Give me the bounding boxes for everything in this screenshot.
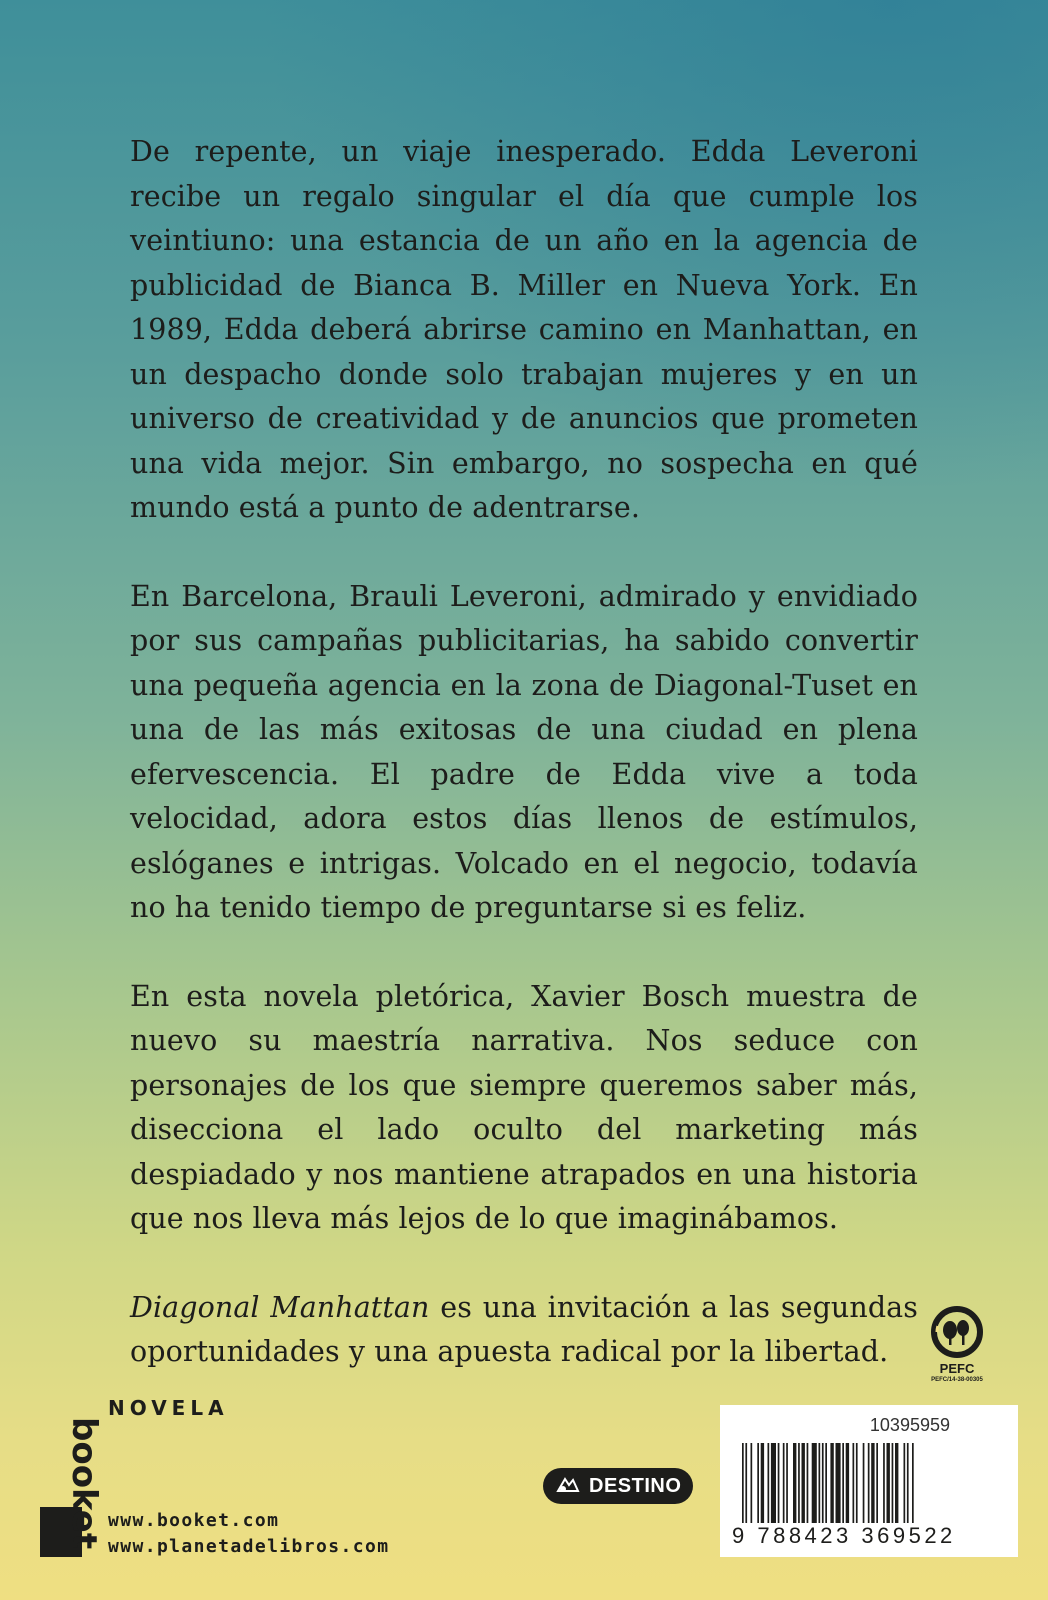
barcode-bar (819, 1443, 821, 1523)
barcode-bar (904, 1443, 906, 1523)
book-title-italic: Diagonal Manhattan (130, 1290, 430, 1324)
barcode-bar (793, 1443, 796, 1523)
isbn-barcode (742, 1443, 1000, 1525)
barcode-ref-number: 10395959 (869, 1415, 950, 1435)
booket-logo-text: booket (64, 1417, 104, 1550)
barcode-bar (895, 1443, 898, 1523)
barcode-bar (907, 1443, 909, 1523)
blurb-paragraph-4 (130, 1286, 918, 1375)
destino-label: DESTINO (589, 1474, 682, 1497)
destino-emblem-icon (555, 1475, 581, 1497)
isbn-digits: 9 788423 369522 (732, 1523, 956, 1548)
barcode-bar (742, 1443, 744, 1523)
back-cover-blurb (130, 130, 918, 1419)
blurb-paragraph-1: De repente, un viaje inesperado. Edda Leveroni recibe un regalo singular el día que cumple los veintiuno: una estancia de un año en la agencia de publicidad de Bianca B. Miller en Nueva York. En 1989, Edda deberá abrirse camino en Manhattan, en un despacho donde solo trabajan mujeres y en un universo de creatividad y de anuncios que prometen una vida mejor. Sin embargo, no sospecha en qué mundo está a punto de adentrarse. (130, 135, 918, 524)
pefc-trees-icon (931, 1306, 983, 1358)
barcode-bar (883, 1443, 885, 1523)
barcode-bar (751, 1443, 753, 1523)
barcode-bar (830, 1443, 833, 1523)
barcode-bar (745, 1443, 747, 1523)
barcode-panel (720, 1405, 1018, 1557)
barcode-bar (892, 1443, 894, 1523)
barcode-bar (853, 1443, 855, 1523)
barcode-bar (863, 1443, 865, 1523)
destino-logo (543, 1468, 693, 1504)
url-planetadelibros[interactable]: www.planetadelibros.com (108, 1536, 390, 1557)
barcode-bar (786, 1443, 788, 1523)
blurb-paragraph-3: En esta novela pletórica, Xavier Bosch muestra de nuevo su maestría narrativa. Nos seduce con personajes de los que siempre queremos saber más, disecciona el lado oculto del marketing más despiadado y nos mantiene atrapados en una historia que nos lleva más lejos de lo que imaginábamos. (130, 979, 918, 1235)
barcode-bar (842, 1443, 844, 1523)
barcode-bar (846, 1443, 849, 1523)
barcode-bar (778, 1443, 780, 1523)
barcode-bar (812, 1443, 817, 1523)
barcode-bar (768, 1443, 770, 1523)
barcode-bar (783, 1443, 785, 1523)
pefc-code: PEFC/14-38-00305 (931, 1377, 983, 1383)
url-booket[interactable]: www.booket.com (108, 1510, 280, 1531)
barcode-bar (871, 1443, 874, 1523)
barcode-bar (887, 1443, 890, 1523)
publisher-urls (108, 1508, 389, 1560)
barcode-bar (825, 1443, 827, 1523)
barcode-bar (807, 1443, 809, 1523)
barcode-bar (798, 1443, 800, 1523)
blurb-paragraph-4-rest: es una invitación a las segundas oportunidades y una apuesta radical por la libertad. (130, 1290, 918, 1368)
booket-logo-icon (40, 1415, 104, 1557)
pefc-label: PEFC (939, 1361, 975, 1376)
barcode-bar (836, 1443, 841, 1523)
barcode-bar (771, 1443, 776, 1523)
genre-label: NOVELA (108, 1396, 229, 1420)
barcode-bar (868, 1443, 870, 1523)
blurb-paragraph-2: En Barcelona, Brauli Leveroni, admirado y envidiado por sus campañas publicitarias, ha sabido convertir una pequeña agencia en la zona de Diagonal-Tuset en una de las más exitosas de una ciudad en plena efervescencia. El padre de Edda vive a toda velocidad, adora estos días llenos de estímulos, eslóganes e intrigas. Volcado en el negocio, todavía no ha tenido tiempo de preguntarse si es feliz. (130, 579, 918, 924)
barcode-bar (757, 1443, 759, 1523)
barcode-bar (802, 1443, 805, 1523)
barcode-bar (856, 1443, 858, 1523)
barcode-bar (912, 1443, 914, 1523)
barcode-bar (876, 1443, 878, 1523)
barcode-bar (822, 1443, 824, 1523)
barcode-bar (761, 1443, 764, 1523)
pefc-certification (921, 1306, 993, 1392)
